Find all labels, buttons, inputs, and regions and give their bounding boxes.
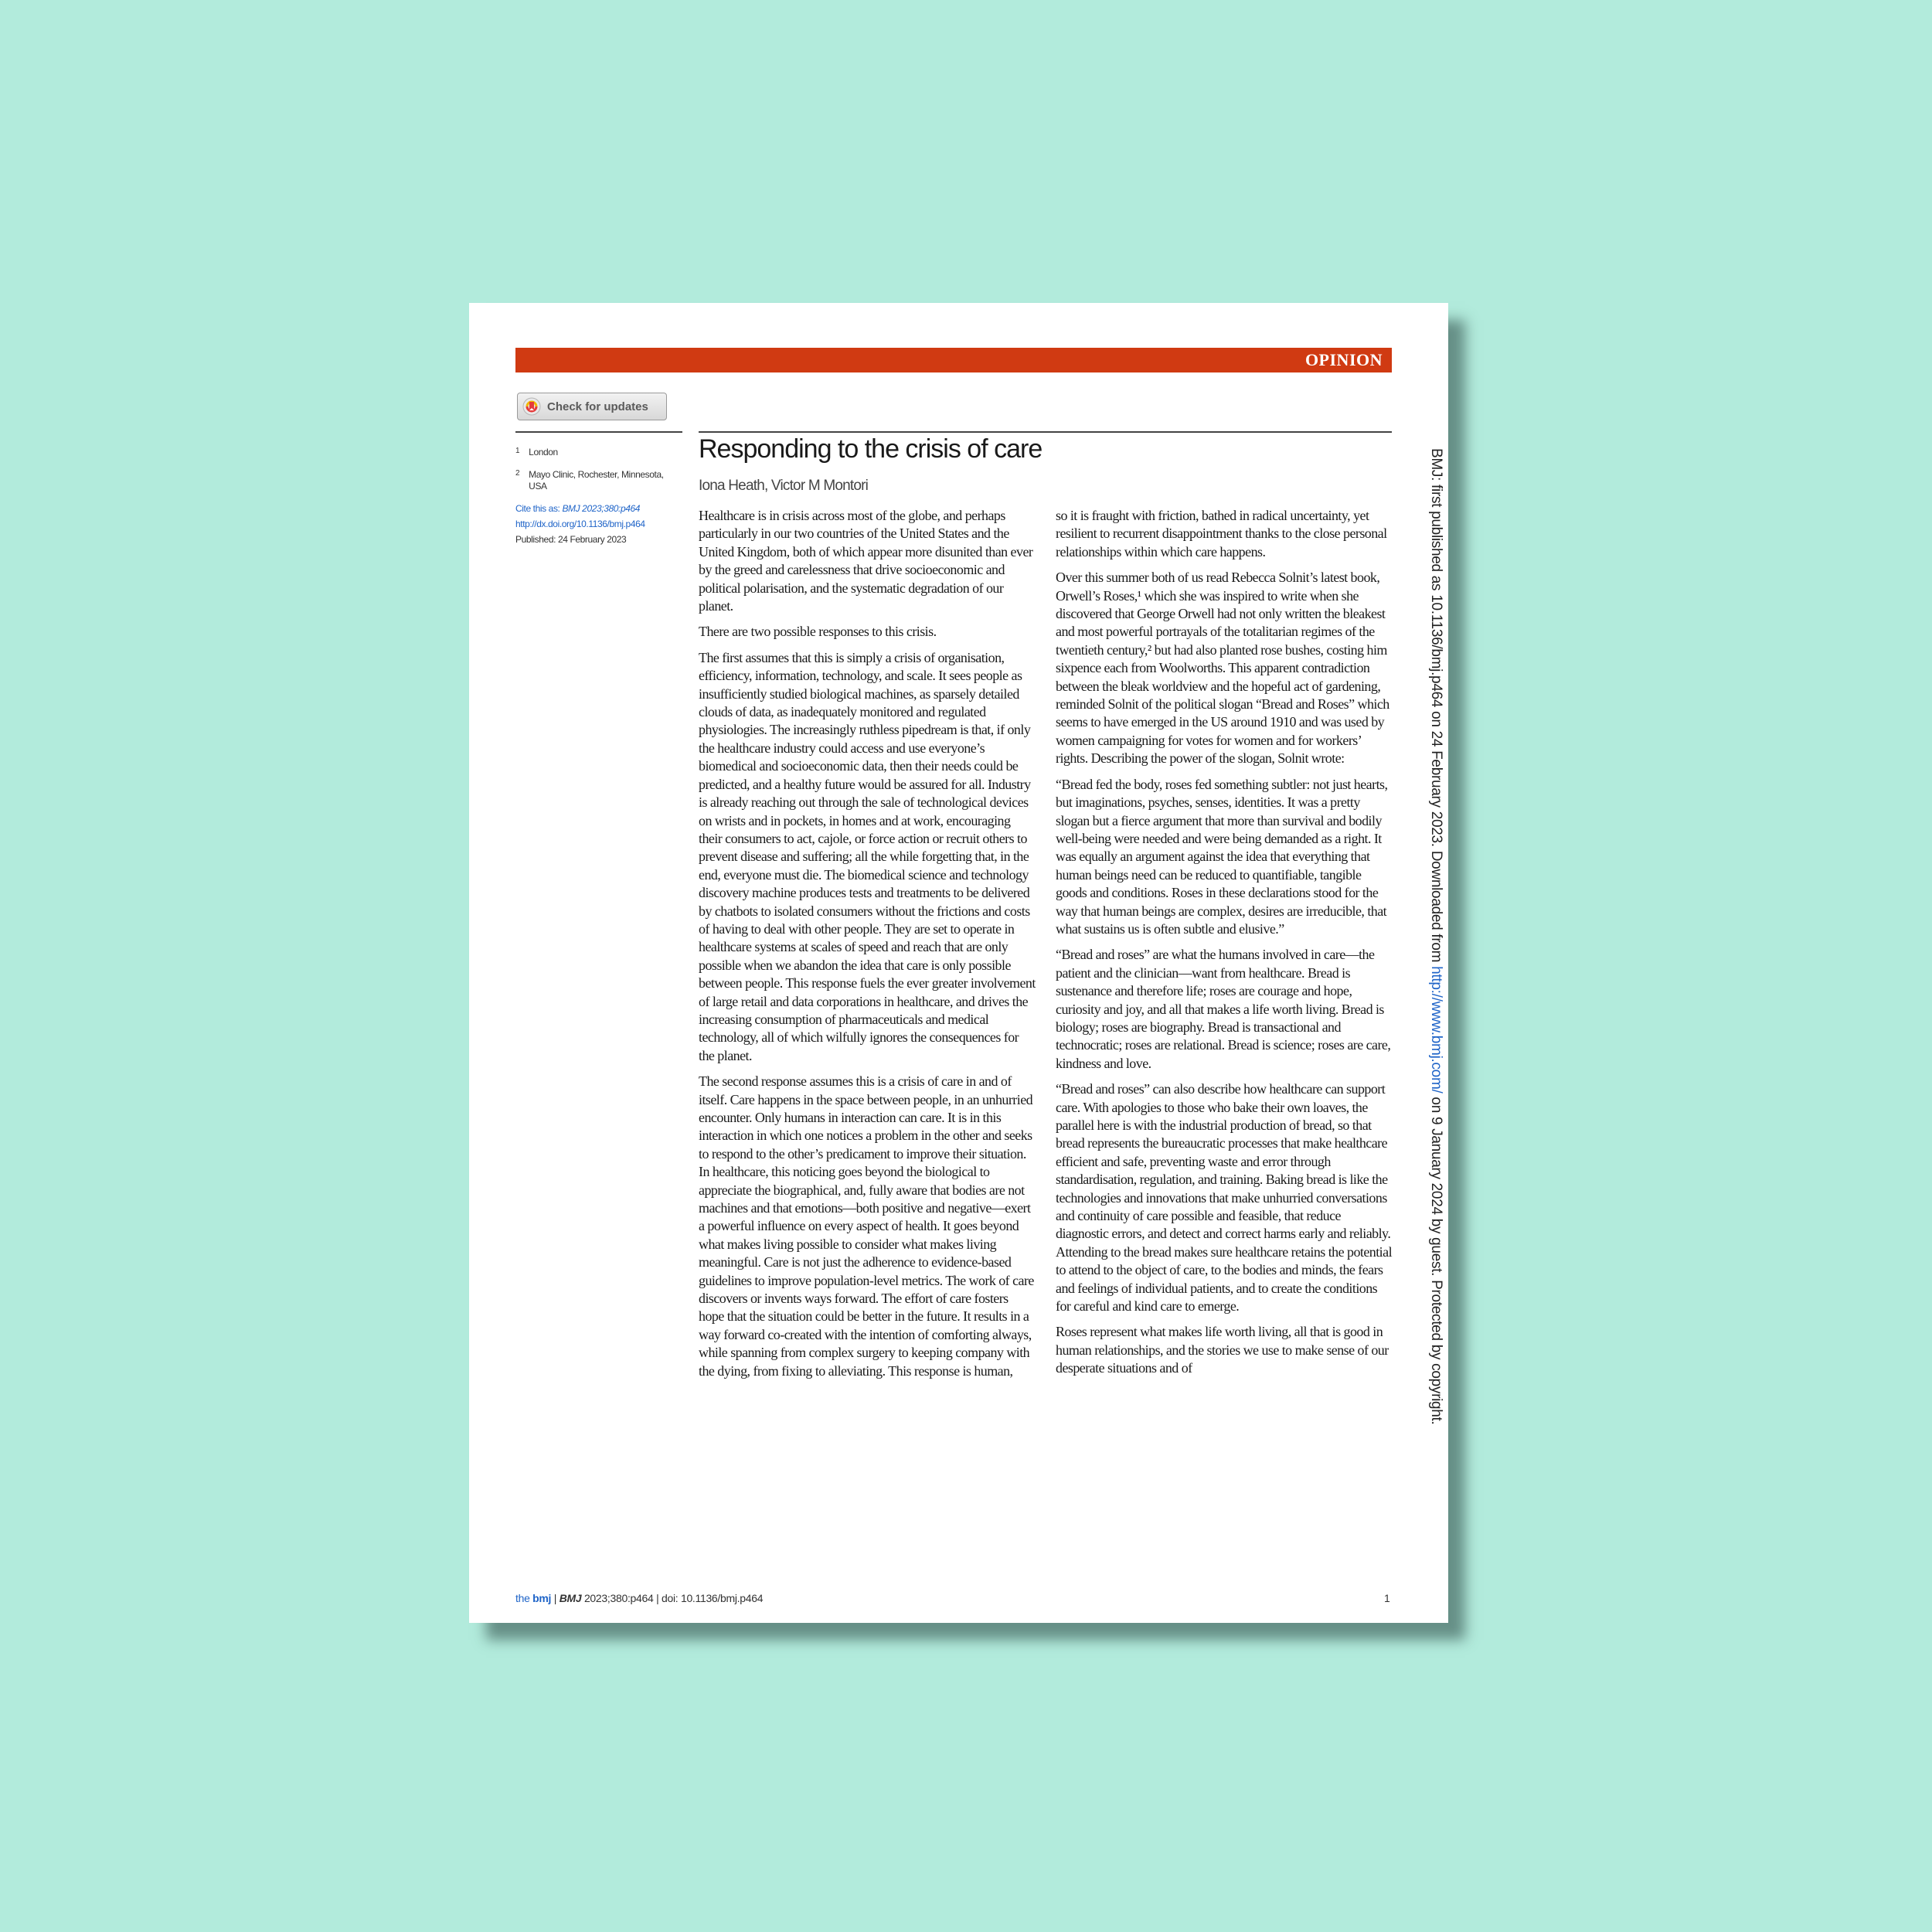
margin-copyright-note: BMJ: first published as 10.1136/bmj.p464 on 24 February 2023. Downloaded from http://www.bmj.com/ on 9 January 2024 by guest. Protected by copyright. [1428,448,1444,1425]
check-for-updates-label: Check for updates [547,400,648,413]
affiliation-1: 1 London [515,447,558,457]
doi-link[interactable]: http://dx.doi.org/10.1136/bmj.p464 [515,519,645,529]
article-page [469,303,1448,1623]
bmj-site-link[interactable]: http://www.bmj.com/ [1428,966,1444,1094]
page-number: 1 [1384,1592,1390,1604]
body-column-1 [699,507,1036,1388]
paragraph: so it is fraught with friction, bathed in radical uncertainty, yet resilient to recurrent disappointment thanks to the close personal relationships within which care happens. [1056,508,1387,560]
main-divider [699,431,1392,433]
footer-citation: 2023;380:p464 | doi: 10.1136/bmj.p464 [581,1592,764,1604]
aside-divider [515,431,682,433]
affiliation-2: 2 Mayo Clinic, Rochester, Minnesota, USA [515,469,664,492]
paragraph: Healthcare is in crisis across most of the globe, and perhaps particularly in our two countries of the United States and the United Kingdom, both of which appear more disunited than ever by the greed and carelessness that drive socioeconomic and political polarisation, and the systematic degradation of our planet. [699,508,1033,614]
check-for-updates-button[interactable] [517,393,667,420]
block-quote: “Bread fed the body, roses fed something subtler: not just hearts, but imaginations, psyches, senses, identities. It was a pretty slogan but a fierce argument that more than survival and bodily well-being were needed and were being demanded as a right. It was equally an argument against the idea that everything that human beings need can be reduced to quantifiable, tangible goods and conditions. Roses in these declarations stood for the way that human beings are complex, desires are irreducible, that what sustains us is often subtle and elusive.” [1056,776,1388,937]
paragraph: There are two possible responses to this crisis. [699,624,937,640]
page-footer: the bmj | BMJ 2023;380:p464 | doi: 10.1136/bmj.p464 [515,1592,764,1604]
body-column-2 [1056,507,1393,1386]
article-aside [515,447,685,549]
paragraph: “Bread and roses” can also describe how healthcare can support care. With apologies to those who bake their own loaves, the parallel here is with the industrial production of bread, so that bread represents the bureaucratic processes that make healthcare efficient and safe, preventing waste and error through standardisation, regulation, and training. Baking bread is like the technologies and innovations that make unhurried conversations and continuity of care possible and feasible, that reduce diagnostic errors, and detect and correct harms early and reliably. Attending to the bread makes sure healthcare retains the potential to attend to the object of care, to the bodies and minds, the fears and feelings of individual patients, and to create the conditions for careful and kind care to emerge. [1056,1081,1393,1315]
paragraph: “Bread and roses” are what the humans involved in care—the patient and the clinician—want from healthcare. Bread is sustenance and therefore life; roses are courage and hope, curiosity and joy, and all that makes a life worth living. Bread is biology; roses are biography. Bread is transactional and technocratic; roses are relational. Bread is science; roses are care, kindness and love. [1056,947,1391,1071]
cite-ref-link[interactable]: BMJ 2023;380:p464 [562,503,641,514]
published-date: Published: 24 February 2023 [515,534,627,545]
section-bar [515,348,1392,372]
bmj-logo: bmj [532,1592,552,1604]
article-authors: Iona Heath, Victor M Montori [699,478,869,494]
paragraph: Roses represent what makes life worth living, all that is good in human relationships, and the stories we use to make sense of our desperate situations and of [1056,1324,1389,1376]
paragraph: The first assumes that this is simply a crisis of organisation, efficiency, information, technology, and scale. It sees people as insufficiently studied biological machines, as sparsely detailed clouds of data, as inadequately monitored and regulated physiologies. The increasingly ruthless pipedream is that, if only the healthcare industry could access and use everyone’s biomedical and socioeconomic data, then their needs could be predicted, and a healthy future would be assured for all. Industry is already reaching out through the sale of technological devices on wrists and in pockets, in homes and at work, encouraging their consumers to act, cajole, or force action or recruit others to prevent disease and suffering; all the while forgetting that, in the end, everyone must die. The biomedical science and technology discovery machine produces tests and treatments to be delivered by chatbots to isolated consumers without the frictions and costs of having to deal with other people. They are set to operate in healthcare systems at scales of speed and reach that are only possible when we abandon the idea that care is only possible between people. This response fuels the ever greater involvement of large retail and data corporations in healthcare, and drives the increasing consumption of pharmaceuticals and medical technology, all of which wilfully ignores the consequences for the planet. [699,649,1036,1063]
paragraph: Over this summer both of us read Rebecca Solnit’s latest book, Orwell’s Roses,¹ which she was inspired to write when she discovered that George Orwell had not only written the bleakest and most powerful portrayals of the totalitarian regimes of the twentieth century,² but had also planted rose bushes, costing him sixpence each from Woolworths. This apparent contradiction between the bleak worldview and the hopeful act of gardening, reminded Solnit of the political slogan “Bread and Roses” which seems to have emerged in the US around 1910 and was used by women campaigning for votes for women and for workers’ rights. Describing the power of the slogan, Solnit wrote: [1056,570,1389,767]
article-title: Responding to the crisis of care [699,434,1043,464]
cite-this-as: Cite this as: BMJ 2023;380:p464 [515,503,641,514]
section-label: OPINION [1304,350,1383,369]
crossmark-icon [522,397,541,416]
paragraph: The second response assumes this is a crisis of care in and of itself. Care happens in the space between people, in an unhurried encounter. Only humans in interaction can care. It is in this interaction in which one notices a problem in the other and seeks to respond to the other’s predicament to improve their situation. In healthcare, this noticing goes beyond the biological to appreciate the biographical, and, fully aware that bodies are not machines and that emotions—both positive and negative—exert a powerful influence on every aspect of health. It goes beyond what makes living possible to consider what makes living meaningful. Care is not just the adherence to evidence-based guidelines to improve population-level metrics. The work of care discovers or invents ways forward. The effort of care fosters hope that the situation could be better in the future. It results in a way forward co-created with the intention of comforting always, while spanning from complex surgery to keeping company with the dying, from fixing to alleviating. This response is human, [699,1073,1034,1379]
